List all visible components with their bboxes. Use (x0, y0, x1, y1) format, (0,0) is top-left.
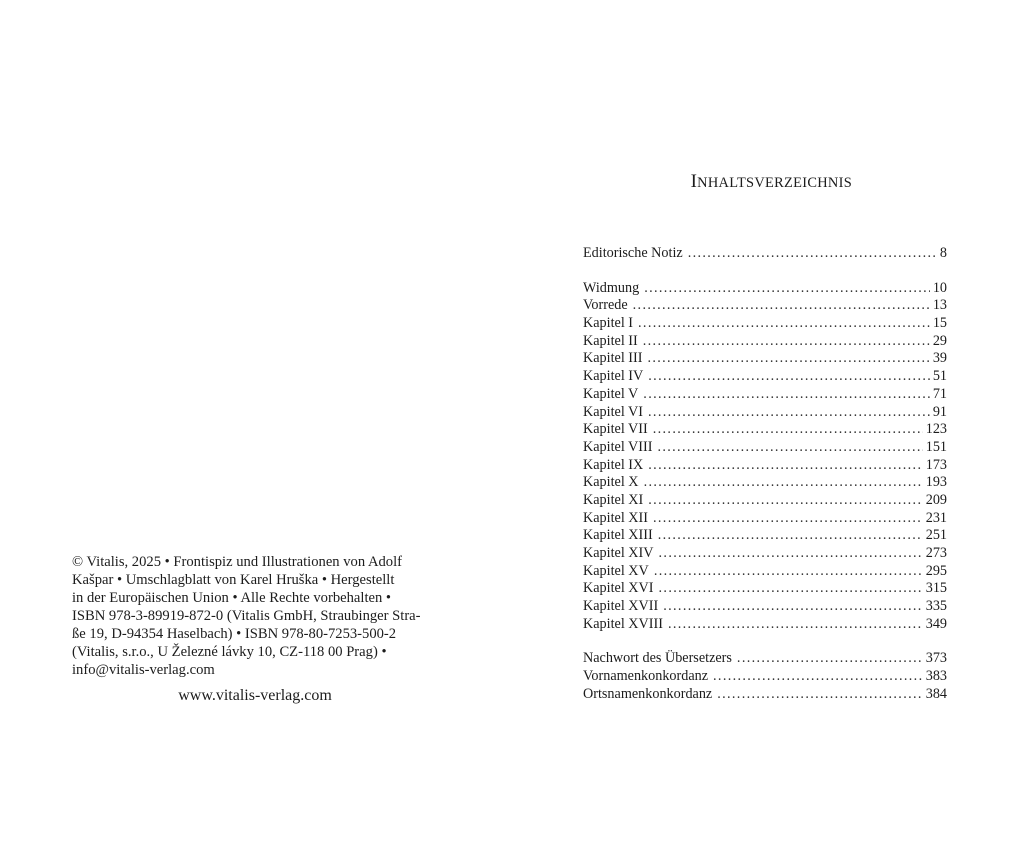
imprint-block (72, 553, 438, 679)
toc-entry-page-number: 273 (925, 545, 947, 561)
toc-group (583, 650, 947, 703)
toc-entry (583, 457, 947, 475)
toc-leader-dots (668, 616, 923, 634)
toc-entry-label: Kapitel XVI (583, 580, 654, 597)
toc-leader-dots (647, 350, 929, 368)
toc-leader-dots (643, 333, 930, 351)
toc-entry (583, 668, 947, 686)
toc-leader-dots (654, 563, 923, 581)
toc-leader-dots (648, 457, 922, 475)
toc-entry-label: Kapitel XVIII (583, 615, 663, 632)
toc-entry (583, 350, 947, 368)
toc-leader-dots (644, 474, 923, 492)
toc-entry-page-number: 335 (925, 598, 947, 615)
imprint-line: ISBN 978-3-89919-872-0 (Vitalis GmbH, Straubinger Stra- (72, 608, 421, 624)
toc-entry (583, 297, 947, 315)
toc-entry-label: Kapitel VI (583, 403, 644, 420)
toc-entry (583, 404, 947, 422)
toc-entry-label: Kapitel XI (583, 491, 644, 508)
toc-entry-label: Kapitel X (583, 474, 639, 491)
toc-entry-page-number: 173 (925, 456, 947, 473)
toc-leader-dots (659, 580, 923, 598)
toc-entry-page-number: 295 (925, 562, 947, 579)
toc-leader-dots (658, 527, 923, 545)
toc-entry-page-number: 123 (925, 421, 947, 438)
toc-entry-label: Kapitel V (583, 385, 639, 402)
toc-entry-label: Kapitel IV (583, 368, 644, 385)
toc-entry (583, 650, 947, 668)
toc-leader-dots (648, 404, 930, 422)
toc-entry-label: Vornamenkonkordanz (583, 668, 709, 685)
toc-entry-page-number: 209 (925, 491, 947, 508)
toc-entry (583, 439, 947, 457)
toc-entry-label: Kapitel XII (583, 509, 649, 526)
imprint-line: info@vitalis-verlag.com (72, 662, 215, 678)
toc-title-initial: I (690, 171, 698, 192)
imprint-line: Kašpar • Umschlagblatt von Karel Hruška • Hergestellt (72, 572, 395, 588)
toc-entry-page-number: 251 (925, 527, 947, 544)
toc-entry (583, 315, 947, 333)
toc-entry-label: Kapitel VII (583, 421, 648, 438)
imprint-line: ße 19, D-94354 Haselbach) • ISBN 978-80-7253-500-2 (72, 626, 397, 642)
toc-entry-page-number: 29 (932, 332, 947, 349)
toc-group (583, 280, 947, 634)
toc-entry-label: Kapitel XVII (583, 598, 659, 615)
toc-entry-page-number: 10 (932, 279, 947, 296)
toc-leader-dots (659, 545, 923, 563)
toc-entry-page-number: 71 (932, 385, 947, 402)
publisher-website: www.vitalis-verlag.com (178, 687, 332, 704)
toc-entry-label: Widmung (583, 279, 640, 296)
toc-entry-page-number: 8 (939, 245, 947, 261)
toc-entry (583, 616, 947, 634)
toc-entry (583, 686, 947, 704)
toc-entry-label: Vorrede (583, 297, 628, 314)
toc-entry-label: Kapitel II (583, 332, 638, 349)
toc-leader-dots (713, 668, 923, 686)
toc-leader-dots (643, 386, 930, 404)
toc-leader-dots (663, 598, 922, 616)
toc-entry-label: Kapitel XV (583, 562, 649, 579)
toc-entry-label: Nachwort des Übersetzers (583, 650, 732, 667)
toc-entry-page-number: 91 (932, 403, 947, 420)
toc-entry (583, 386, 947, 404)
toc-entry-page-number: 383 (925, 668, 947, 685)
toc-leader-dots (648, 368, 930, 386)
toc-title-smallcaps: NHALTSVERZEICHNIS (697, 175, 852, 191)
toc-entry-label: Editorische Notiz (583, 245, 683, 261)
right-page (510, 0, 1020, 867)
toc-entry (583, 368, 947, 386)
toc-leader-dots (737, 650, 923, 668)
toc-entry (583, 421, 947, 439)
toc-entry-page-number: 39 (932, 350, 947, 367)
toc-entry (583, 245, 947, 263)
toc-entry-label: Kapitel XIII (583, 527, 653, 544)
toc-entry-page-number: 384 (925, 685, 947, 702)
toc-entry (583, 598, 947, 616)
toc-entry-page-number: 13 (932, 297, 947, 314)
toc-leader-dots (648, 492, 922, 510)
toc-entry (583, 333, 947, 351)
toc-entry-label: Kapitel XIV (583, 545, 654, 561)
toc-leader-dots (633, 297, 930, 315)
toc-leader-dots (657, 439, 922, 457)
toc-entry-page-number: 373 (925, 650, 947, 667)
toc-entry-label: Kapitel IX (583, 456, 644, 473)
toc-leader-dots (638, 315, 930, 333)
imprint-line: © Vitalis, 2025 • Frontispiz und Illustrationen von Adolf (72, 554, 403, 570)
toc-entry-page-number: 193 (925, 474, 947, 491)
toc-title (510, 171, 1020, 193)
toc-entry-label: Kapitel I (583, 315, 634, 332)
toc-group (583, 245, 947, 263)
toc-leader-dots (653, 510, 923, 528)
toc-entry-page-number: 51 (932, 368, 947, 385)
toc-entry (583, 280, 947, 298)
toc-leader-dots (653, 421, 923, 439)
toc-entry (583, 527, 947, 545)
imprint-line: (Vitalis, s.r.o., U Železné lávky 10, CZ-118 00 Prag) • (72, 644, 387, 660)
table-of-contents (583, 245, 947, 704)
toc-leader-dots (688, 245, 937, 263)
toc-entry-label: Ortsnamenkonkordanz (583, 685, 713, 702)
toc-entry-page-number: 15 (932, 315, 947, 332)
toc-leader-dots (644, 280, 930, 298)
toc-entry-page-number: 315 (925, 580, 947, 597)
toc-entry (583, 545, 947, 563)
toc-entry-page-number: 151 (925, 438, 947, 455)
toc-entry-label: Kapitel III (583, 350, 643, 367)
toc-entry-page-number: 231 (925, 509, 947, 526)
toc-entry (583, 563, 947, 581)
toc-entry-page-number: 349 (925, 615, 947, 632)
toc-entry-label: Kapitel VIII (583, 438, 653, 455)
toc-leader-dots (717, 686, 922, 704)
toc-entry (583, 510, 947, 528)
toc-entry (583, 492, 947, 510)
toc-entry (583, 580, 947, 598)
toc-entry (583, 474, 947, 492)
imprint-line: in der Europäischen Union • Alle Rechte vorbehalten • (72, 590, 392, 606)
